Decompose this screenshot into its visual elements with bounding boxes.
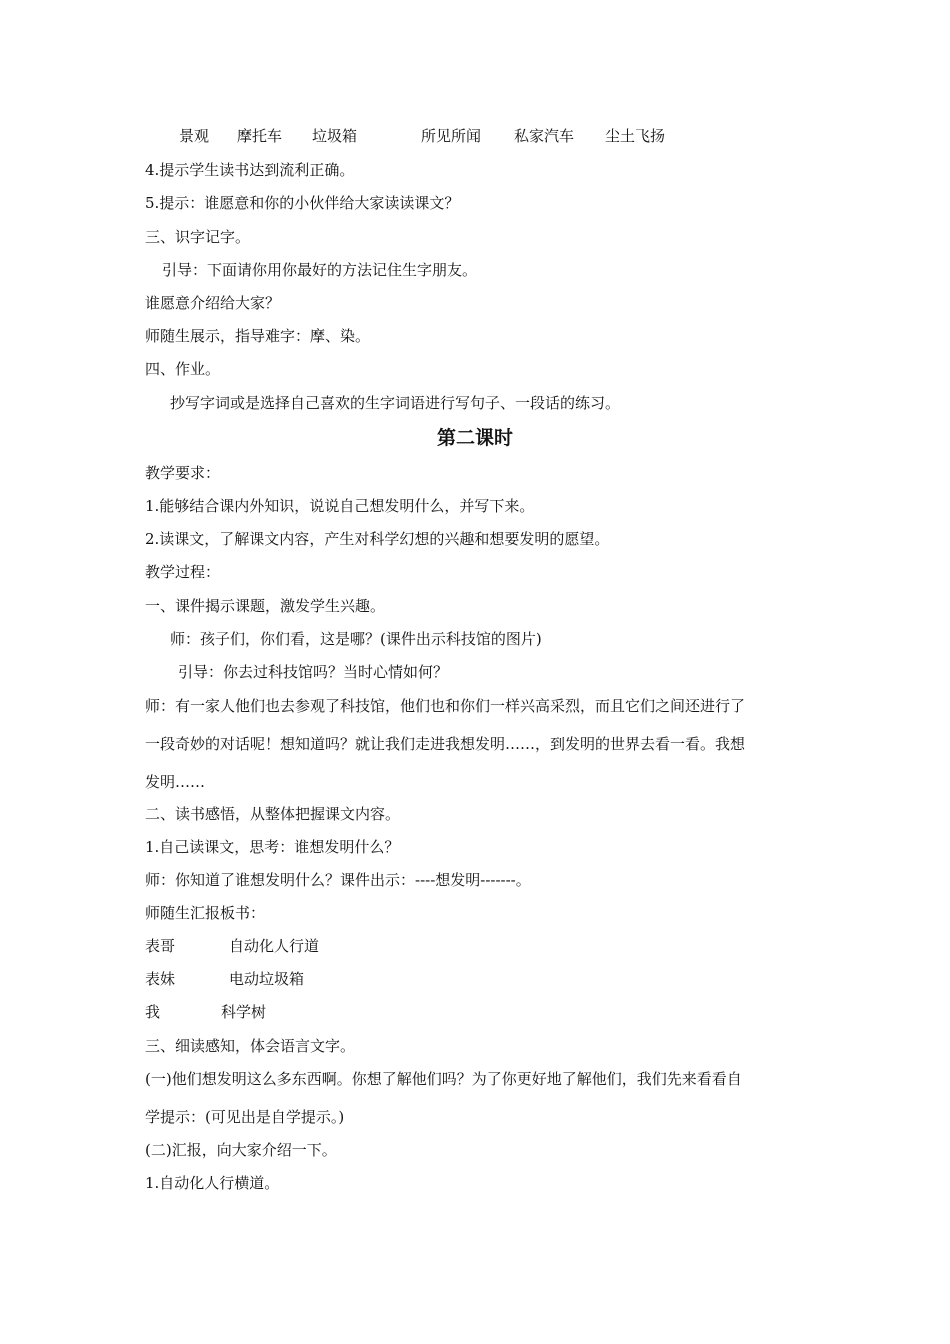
text-line: 抄写字词或是选择自己喜欢的生字词语进行写句子、一段话的练习。 bbox=[170, 394, 621, 412]
section-heading: 四、作业。 bbox=[145, 360, 221, 378]
board-row bbox=[145, 1002, 267, 1022]
board-row bbox=[145, 936, 320, 956]
text-line: 4.提示学生读书达到流利正确。 bbox=[145, 161, 355, 179]
text-line: (二)汇报，向大家介绍一下。 bbox=[145, 1141, 337, 1159]
vocab-word: 垃圾箱 bbox=[312, 127, 358, 145]
text-line: 引导：你去过科技馆吗？当时心情如何？ bbox=[178, 663, 449, 681]
text-line: 师：你知道了谁想发明什么？课件出示：----想发明-------。 bbox=[145, 871, 531, 889]
text-line: 谁愿意介绍给大家？ bbox=[145, 294, 281, 312]
text-line: 1.自动化人行横道。 bbox=[145, 1174, 280, 1192]
vocab-word: 所见所闻 bbox=[421, 127, 482, 145]
text-line: (一)他们想发明这么多东西啊。你想了解他们吗？为了你更好地了解他们，我们先来看看自 bbox=[145, 1070, 742, 1088]
board-who: 我 bbox=[145, 1003, 161, 1021]
section-heading: 三、细读感知，体会语言文字。 bbox=[145, 1037, 356, 1055]
text-line: 5.提示：谁愿意和你的小伙伴给大家读读课文？ bbox=[145, 194, 460, 212]
text-line: 发明…… bbox=[145, 773, 206, 791]
board-what: 自动化人行道 bbox=[229, 937, 320, 955]
text-line: 一段奇妙的对话呢！想知道吗？就让我们走进我想发明……，到发明的世界去看一看。我想 bbox=[145, 735, 746, 753]
text-line: 师：有一家人他们也去参观了科技馆，他们也和你们一样兴高采烈，而且它们之间还进行了 bbox=[145, 697, 746, 715]
text-line: 教学过程： bbox=[145, 563, 221, 581]
vocab-word: 摩托车 bbox=[237, 127, 283, 145]
board-what: 电动垃圾箱 bbox=[229, 970, 305, 988]
vocab-word: 景观 bbox=[179, 127, 210, 145]
text-line: 师随生汇报板书： bbox=[145, 904, 266, 922]
lesson-title: 第二课时 bbox=[436, 427, 513, 449]
vocabulary-row bbox=[0, 126, 950, 146]
text-line: 1.能够结合课内外知识，说说自己想发明什么，并写下来。 bbox=[145, 497, 535, 515]
board-row bbox=[145, 969, 305, 989]
vocab-word: 私家汽车 bbox=[514, 127, 575, 145]
section-heading: 二、读书感悟，从整体把握课文内容。 bbox=[145, 805, 401, 823]
board-who: 表妹 bbox=[145, 970, 176, 988]
text-line: 师：孩子们，你们看，这是哪？(课件出示科技馆的图片) bbox=[170, 630, 542, 648]
section-heading: 一、课件揭示课题，激发学生兴趣。 bbox=[145, 597, 386, 615]
section-heading: 三、识字记字。 bbox=[145, 228, 251, 246]
board-who: 表哥 bbox=[145, 937, 176, 955]
text-line: 学提示：(可见出是自学提示。) bbox=[145, 1108, 345, 1126]
text-line: 1.自己读课文，思考：谁想发明什么？ bbox=[145, 838, 400, 856]
text-line: 2.读课文，了解课文内容，产生对科学幻想的兴趣和想要发明的愿望。 bbox=[145, 530, 610, 548]
board-what: 科学树 bbox=[221, 1003, 267, 1021]
text-line: 师随生展示，指导难字：摩、染。 bbox=[145, 327, 371, 345]
text-line: 教学要求： bbox=[145, 464, 221, 482]
vocab-word: 尘土飞扬 bbox=[605, 127, 666, 145]
text-line: 引导：下面请你用你最好的方法记住生字朋友。 bbox=[162, 261, 478, 279]
